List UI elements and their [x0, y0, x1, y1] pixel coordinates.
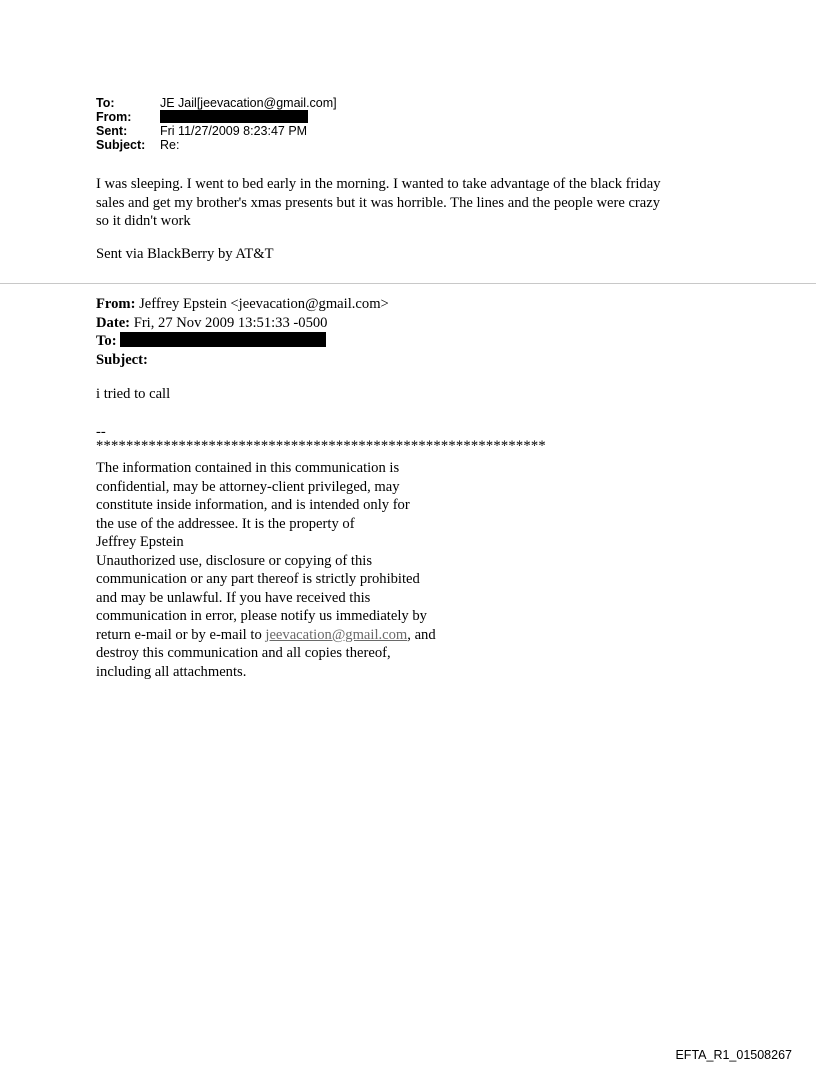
reply-signature: Sent via BlackBerry by AT&T — [96, 246, 274, 262]
reply-line: I was sleeping. I went to bed early in the morning. I wanted to take advantage of the black friday — [96, 176, 661, 192]
document-id: EFTA_R1_01508267 — [675, 1048, 792, 1062]
header-to-label: To: — [96, 96, 115, 110]
email-header — [96, 96, 337, 152]
header-subject-row — [96, 138, 337, 152]
header-sent-label: Sent: — [96, 124, 128, 138]
divider — [0, 283, 816, 284]
disclaimer-text: return e-mail or by e-mail to — [96, 626, 266, 643]
disclaimer-line: The information contained in this communication is — [96, 460, 400, 476]
disclaimer-line: communication in error, please notify us immediately by — [96, 608, 427, 624]
email-link[interactable]: jeevacation@gmail.com — [265, 626, 408, 643]
reply-line: so it didn't work — [96, 213, 191, 229]
quoted-subject-label: Subject: — [96, 351, 148, 368]
disclaimer-line: confidential, may be attorney-client privileged, may — [96, 478, 400, 495]
disclaimer-text: , and — [407, 626, 436, 643]
quoted-date-label: Date: — [96, 314, 131, 331]
quoted-from-value: Jeffrey Epstein <jeevacation@gmail.com> — [139, 296, 389, 312]
asterisk-line: ************************************************************ — [96, 438, 546, 454]
header-from-label: From: — [96, 110, 132, 124]
disclaimer-line: communication or any part thereof is strictly prohibited — [96, 571, 420, 587]
header-from-row — [96, 110, 337, 124]
quoted-date-value: Fri, 27 Nov 2009 13:51:33 -0500 — [133, 314, 328, 331]
header-to-value: JE Jail[jeevacation@gmail.com] — [160, 96, 337, 110]
disclaimer-line — [96, 626, 496, 645]
header-sent-value: Fri 11/27/2009 8:23:47 PM — [160, 124, 308, 138]
header-subject-value: Re: — [160, 138, 180, 152]
reply-body — [96, 175, 736, 231]
redaction-bar — [160, 110, 308, 123]
confidentiality-disclaimer — [96, 459, 496, 681]
disclaimer-line: Unauthorized use, disclosure or copying of this — [96, 552, 373, 569]
reply-line: sales and get my brother's xmas presents but it was horrible. The lines and the people were crazy — [96, 194, 661, 211]
quoted-header — [96, 295, 389, 369]
quoted-to-row — [96, 332, 389, 351]
quoted-from-row — [96, 295, 389, 314]
disclaimer-line: including all attachments. — [96, 663, 247, 680]
redaction-bar — [120, 332, 326, 347]
header-to-row — [96, 96, 337, 110]
disclaimer-line: and may be unlawful. If you have received this — [96, 589, 371, 606]
header-subject-label: Subject: — [96, 138, 146, 152]
disclaimer-line: constitute inside information, and is intended only for — [96, 497, 410, 513]
header-sent-row — [96, 124, 337, 138]
quoted-subject-row — [96, 351, 389, 370]
signature-separator: -- — [96, 424, 106, 440]
disclaimer-line: Jeffrey Epstein — [96, 534, 184, 550]
disclaimer-line: destroy this communication and all copies thereof, — [96, 645, 391, 661]
disclaimer-line: the use of the addressee. It is the property of — [96, 515, 355, 532]
quoted-from-label: From: — [96, 296, 136, 312]
quoted-date-row — [96, 314, 389, 333]
quoted-message: i tried to call — [96, 386, 171, 402]
quoted-to-label: To: — [96, 333, 117, 349]
